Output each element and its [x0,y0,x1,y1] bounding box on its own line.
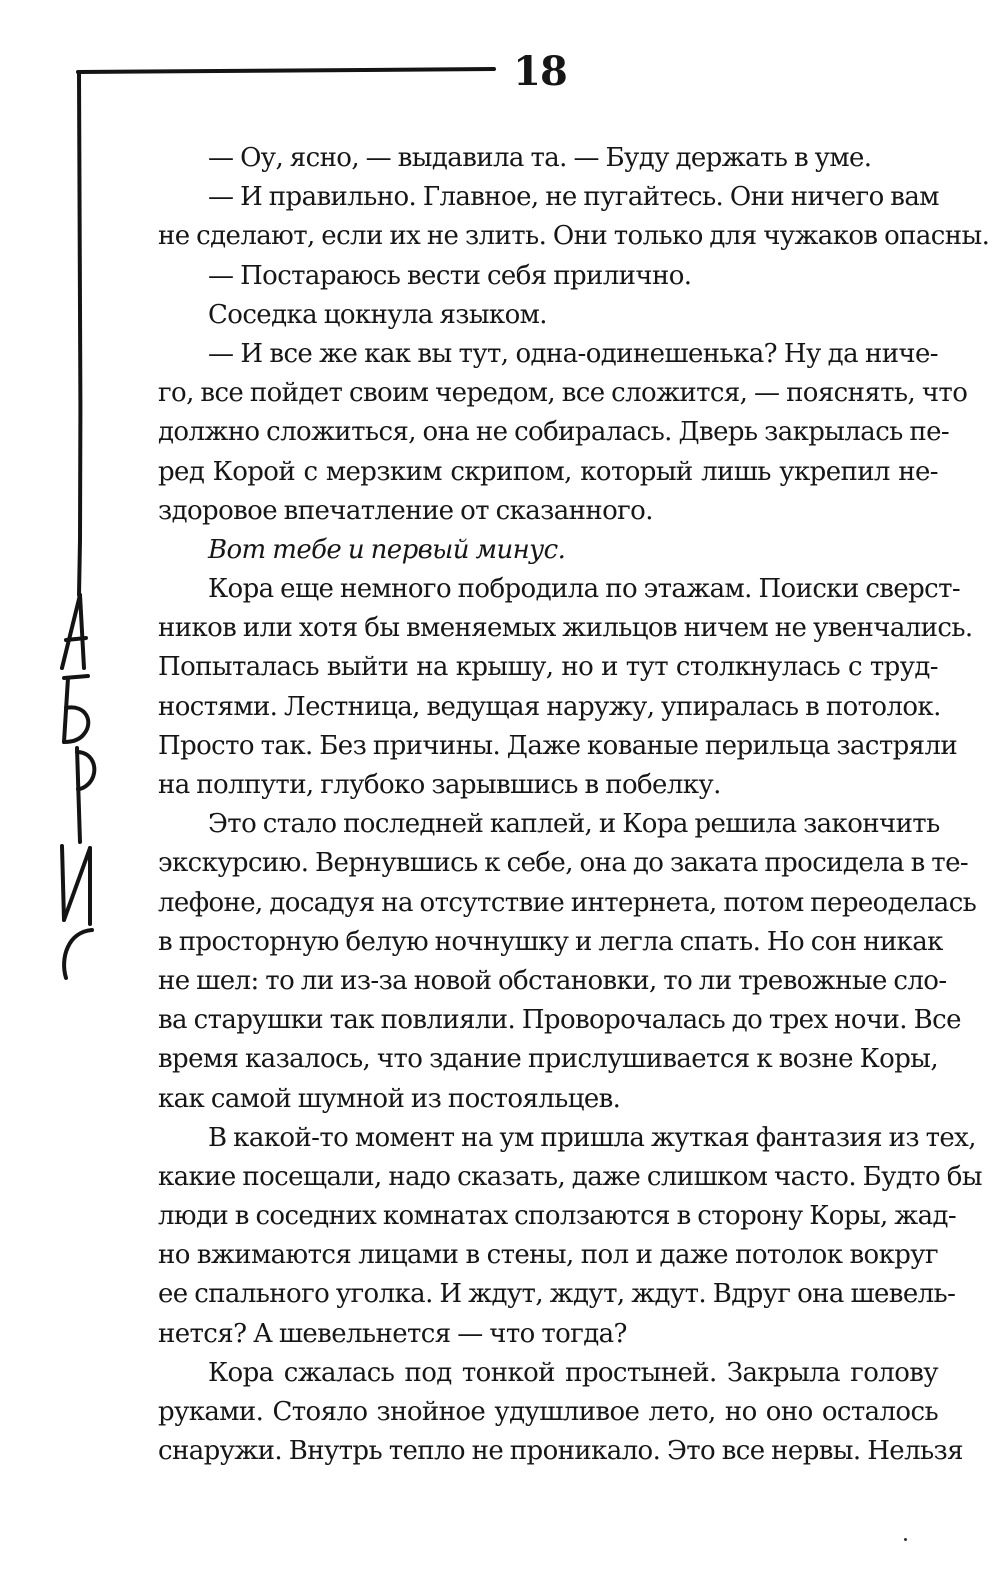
text-line: нется? А шевельнется — что тогда? [158,1318,627,1349]
text-line: не сделают, если их не злить. Они только для чужаков опасны. [158,221,990,252]
text-line: должно сложиться, она не собиралась. Дверь закрылась пе- [158,417,950,448]
text-line: ред Корой с мерзким скрипом, который лишь укрепил не- [158,456,938,487]
page-number: 18 [513,48,567,95]
text-line: Это стало последней каплей, и Кора решила закончить [208,809,940,840]
text-line: руками. Стояло знойное удушливое лето, но оно осталось [158,1397,938,1427]
text-line: Кора сжалась под тонкой простыней. Закрыла голову [208,1357,938,1388]
text-line: Просто так. Без причины. Даже кованые перильца застряли [158,730,958,761]
text-line: но вжимаются лицами в стены, пол и даже потолок вокруг [158,1240,938,1271]
vertical-title-lettering [62,595,94,978]
text-line: — И правильно. Главное, не пугайтесь. Они ничего вам [208,182,939,213]
text-line: го, все пойдет своим чередом, все сложится, — пояснять, что [158,378,968,409]
text-line: здоровое впечатление от сказанного. [158,495,653,526]
text-line: какие посещали, надо сказать, даже слишком часто. Будто бы [158,1161,982,1192]
text-line: — Оу, ясно, — выдавила та. — Буду держать в уме. [208,143,872,173]
text-line: Кора еще немного побродила по этажам. Поиски сверст- [208,574,961,605]
text-line: ее спального уголка. И ждут, ждут, ждут. Вдруг она шевель- [158,1279,956,1310]
text-line: Вот тебе и первый минус. [208,534,566,565]
body-text [158,139,990,1471]
text-line: как самой шумной из постояльцев. [158,1083,621,1114]
text-line: Соседка цокнула языком. [208,299,547,330]
text-line: снаружи. Внутрь тепло не проникало. Это все нервы. Нельзя [158,1436,963,1467]
text-line: Попыталась выйти на крышу, но и тут столкнулась с труд- [158,652,938,683]
text-line: В какой-то момент на ум пришла жуткая фантазия из тех, [208,1122,976,1153]
print-speck [904,1538,907,1541]
text-line: ников или хотя бы вменяемых жильцов ничем не увенчались. [158,613,973,644]
text-line: время казалось, что здание прислушивается к возне Коры, [158,1044,938,1075]
text-line: ва старушки так повлияли. Проворочалась до трех ночи. Все [158,1005,961,1036]
text-line: лефоне, досадуя на отсутствие интернета, потом переоделась [158,887,977,918]
text-line: не шел: то ли из-за новой обстановки, то ли тревожные сло- [158,965,947,996]
text-line: ностями. Лестница, ведущая наружу, упиралась в потолок. [158,691,941,722]
text-line: экскурсию. Вернувшись к себе, она до заката просидела в те- [158,848,969,879]
text-line: — И все же как вы тут, одна-одинешенька? Ну да ниче- [208,338,938,369]
text-line: в просторную белую ночнушку и легла спать. Но сон никак [158,926,943,957]
text-line: — Постараюсь вести себя прилично. [208,260,692,291]
text-line: люди в соседних комнатах сползаются в сторону Коры, жад- [158,1201,957,1232]
text-line: на полпути, глубоко зарывшись в побелку. [158,770,721,800]
